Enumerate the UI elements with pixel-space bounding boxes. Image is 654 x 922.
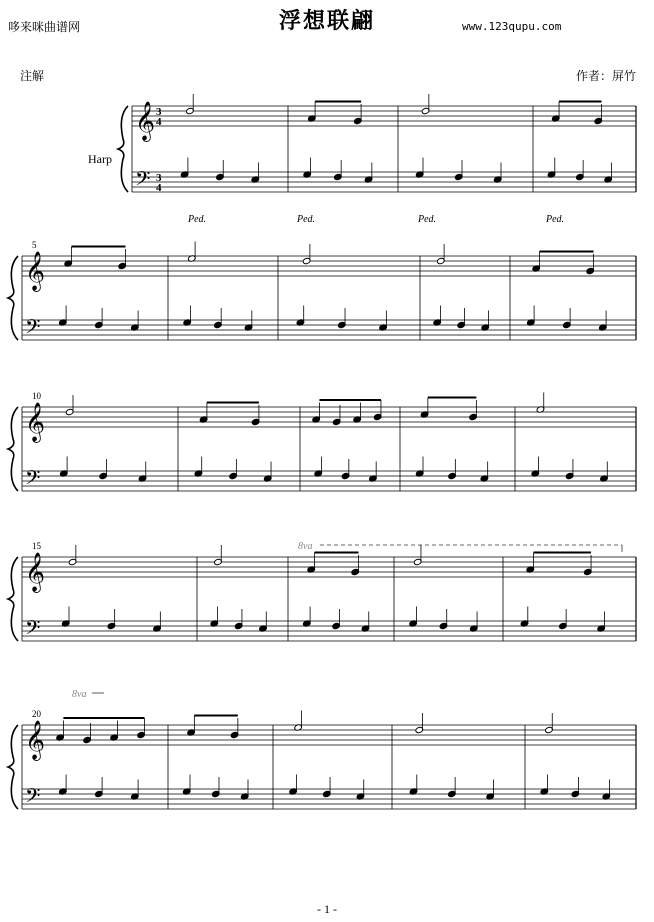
treble-clef: 𝄞: [25, 720, 46, 760]
treble-clef: 𝄞: [25, 402, 46, 442]
treble-clef: 𝄞: [135, 101, 156, 141]
brace: [118, 106, 128, 192]
brace: [8, 557, 18, 641]
measure-number: 10: [32, 391, 41, 401]
brace: [8, 407, 18, 491]
site-name: 哆来咪曲谱网: [8, 20, 81, 34]
ottava-mark: 8va: [298, 541, 313, 552]
bass-clef: 𝄢: [25, 466, 41, 494]
ottava-mark: 8va: [72, 689, 87, 700]
brace: [8, 256, 18, 340]
bass-clef: 𝄢: [25, 616, 41, 644]
site-url: www.123qupu.com: [462, 20, 562, 33]
time-signature-denominator: 4: [156, 182, 162, 194]
measure-number: 15: [32, 541, 41, 551]
measure-number: 20: [32, 709, 41, 719]
time-signature-numerator: 3: [156, 106, 162, 118]
pedal-mark: Ped.: [297, 214, 316, 225]
instrument-name: Harp: [88, 152, 112, 166]
treble-clef: 𝄞: [25, 552, 46, 592]
bass-clef: 𝄢: [25, 315, 41, 343]
pedal-mark: Ped.: [546, 214, 565, 225]
pedal-mark: Ped.: [188, 214, 207, 225]
time-signature-numerator: 3: [156, 172, 162, 184]
pedal-mark: Ped.: [418, 214, 437, 225]
page-number: - 1 -: [317, 902, 337, 916]
treble-clef: 𝄞: [25, 251, 46, 291]
composer-label: 作者：屏竹: [576, 69, 637, 83]
bass-clef: 𝄢: [25, 784, 41, 812]
annotation-label: 注解: [20, 69, 45, 83]
bass-clef: 𝄢: [135, 167, 151, 195]
page-title: 浮想联翩: [278, 9, 375, 34]
time-signature-denominator: 4: [156, 116, 162, 128]
brace: [8, 725, 18, 809]
measure-number: 5: [32, 240, 37, 250]
